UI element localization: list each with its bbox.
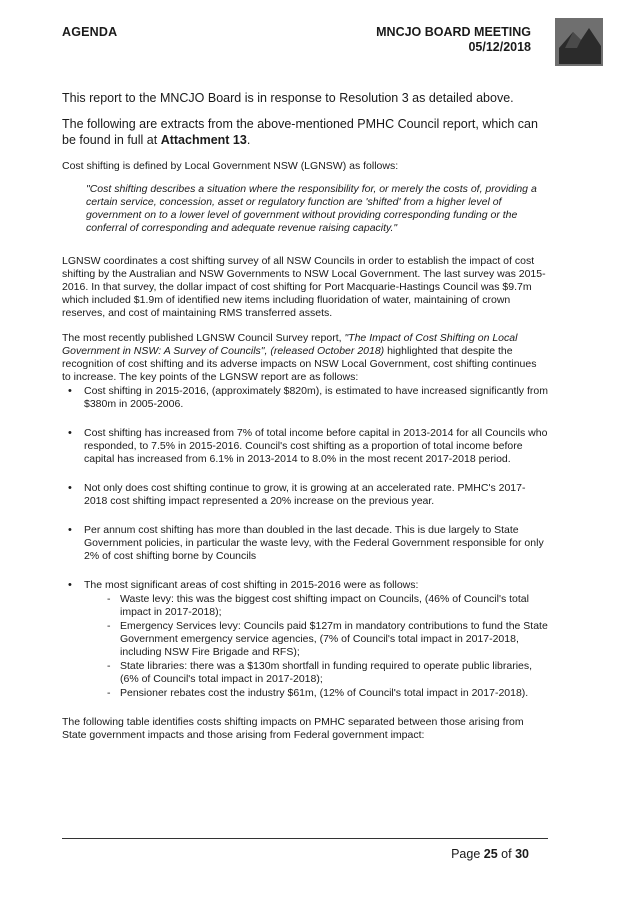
list-item-text: The most significant areas of cost shifting in 2015-2016 were as follows: [84, 579, 419, 591]
key-points-list [62, 385, 548, 700]
page-body [62, 90, 548, 753]
attachment-paragraph [62, 116, 548, 148]
attachment-end: . [246, 133, 251, 147]
meeting-title: MNCJO BOARD MEETING [376, 25, 531, 39]
sub-list-item: - Emergency Services levy: Councils paid $127m in mandatory contributions to fund the State Government emergency service agencies, (7% of Council's total impact in 2017-2018, including NSW Fire Brigade and RFS); [84, 620, 548, 659]
meeting-header [376, 25, 531, 55]
definition-quote: "Cost shifting describes a situation where the responsibility for, or merely the costs of, providing a certain service, concession, asset or regulatory function are 'shifted' from a higher level of government on to a lower level of government without providing corresponding funding or the conferral of corresponding and adequate revenue raising capacity." [86, 183, 537, 234]
list-item: • Cost shifting in 2015-2016, (approximately $820m), is estimated to have increased significantly from $380m in 2005-2006. [62, 385, 548, 411]
report-text-start: The most recently published LGNSW Council Survey report, [62, 332, 345, 344]
sub-list [84, 593, 548, 700]
sub-list-item: - Waste levy: this was the biggest cost shifting impact on Councils, (46% of Council's total impact in 2017-2018); [84, 593, 548, 619]
current-page: 25 [483, 847, 498, 861]
list-item: • Per annum cost shifting has more than doubled in the last decade. This is due largely to State Government policies, in particular the waste levy, with the Federal Government responsible for only 2% of cost shifting borne by Councils [62, 524, 548, 563]
report-title: "The Impact of Cost Shifting on Local Government in NSW: A Survey of Councils", (released October 2018) [62, 332, 518, 357]
report-paragraph [62, 332, 548, 384]
of-word: of [501, 847, 512, 861]
agenda-label: AGENDA [62, 25, 118, 39]
survey-paragraph: LGNSW coordinates a cost shifting survey of all NSW Councils in order to establish the impact of cost shifting by the Australian and NSW Governments to NSW Local Government. The last survey was 2015-2016. In that survey, the dollar impact of cost shifting for Port Macquarie-Hastings Council was $9.7m which included $1.9m of identified new items including fluoridation of water, maintaining of crown reserves, and cost of maintaining RMS transferred assets. [62, 255, 546, 319]
list-item: • Not only does cost shifting continue to grow, it is growing at an accelerated rate. PMHC's 2017-2018 cost shifting impact represented a 20% increase on the previous year. [62, 482, 548, 508]
sub-list-item: - Pensioner rebates cost the industry $61m, (12% of Council's total impact in 2017-2018). [84, 687, 548, 700]
attachment-text: The following are extracts from the above-mentioned PMHC Council report, which can be found in full at [62, 117, 538, 147]
report-text-end: highlighted that despite the recognition of cost shifting and its adverse impacts on NSW Local Government, cost shifting continues to increase. The key points of the LGNSW report are as follows: [62, 345, 537, 383]
page-number [451, 847, 529, 861]
page-word: Page [451, 847, 481, 861]
total-pages: 30 [515, 847, 529, 861]
list-item-with-subitems [62, 579, 548, 700]
definition-lead: Cost shifting is defined by Local Government NSW (LGNSW) as follows: [62, 160, 399, 172]
footer-divider [62, 838, 548, 839]
closing-paragraph: The following table identifies costs shifting impacts on PMHC separated between those arising from State government impacts and those arising from Federal government impact: [62, 716, 524, 741]
sub-list-item: - State libraries: there was a $130m shortfall in funding required to operate public libraries, (6% of Council's total impact in 2017-2018); [84, 660, 548, 686]
organisation-logo-icon [555, 18, 603, 66]
intro-paragraph: This report to the MNCJO Board is in response to Resolution 3 as detailed above. [62, 91, 514, 105]
attachment-reference: Attachment 13 [160, 133, 247, 147]
list-item: • Cost shifting has increased from 7% of total income before capital in 2013-2014 for all Councils who responded, to 7.5% in 2015-2016. Council's cost shifting as a proportion of total income before capital has increased from 6.1% in 2013-2014 to 8.0% in the most recent 2017-2018 period. [62, 427, 548, 466]
meeting-date: 05/12/2018 [468, 40, 531, 54]
